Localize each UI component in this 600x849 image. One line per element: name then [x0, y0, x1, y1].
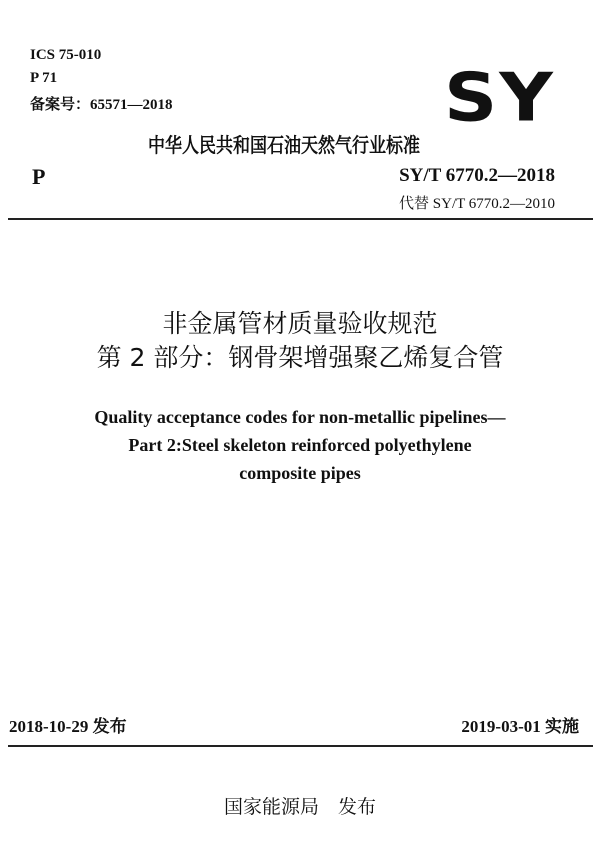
implement-date: 2019-03-01 实施: [461, 717, 579, 736]
class-letter: P: [32, 164, 46, 189]
issuer: 国家能源局 发布: [223, 796, 376, 818]
record-label: 备案号：: [30, 95, 91, 113]
title-cn-line2: 第 2 部分：钢骨架增强聚乙烯复合管: [96, 343, 504, 372]
header-divider: [8, 218, 593, 220]
replaces-standard: 代替 SY/T 6770.2—2010: [399, 196, 555, 212]
record-number: [30, 93, 173, 114]
record-value: 65571—2018: [90, 97, 173, 113]
title-en-line2: Part 2:Steel skeleton reinforced polyethylene: [128, 435, 472, 455]
title-en-line3: composite pipes: [239, 463, 361, 483]
ics-code: ICS 75-010: [30, 47, 102, 63]
standard-category: 中华人民共和国石油天然气行业标准: [148, 133, 420, 157]
ccs-code: P 71: [30, 70, 58, 86]
title-cn-line1: 非金属管材质量验收规范: [162, 309, 438, 338]
title-en-line1: Quality acceptance codes for non-metallic pipelines—: [94, 407, 506, 427]
issue-date: 2018-10-29 发布: [9, 717, 127, 736]
footer-divider: [8, 745, 593, 747]
standard-number: SY/T 6770.2—2018: [399, 165, 555, 186]
sy-logo: SY: [444, 59, 555, 137]
